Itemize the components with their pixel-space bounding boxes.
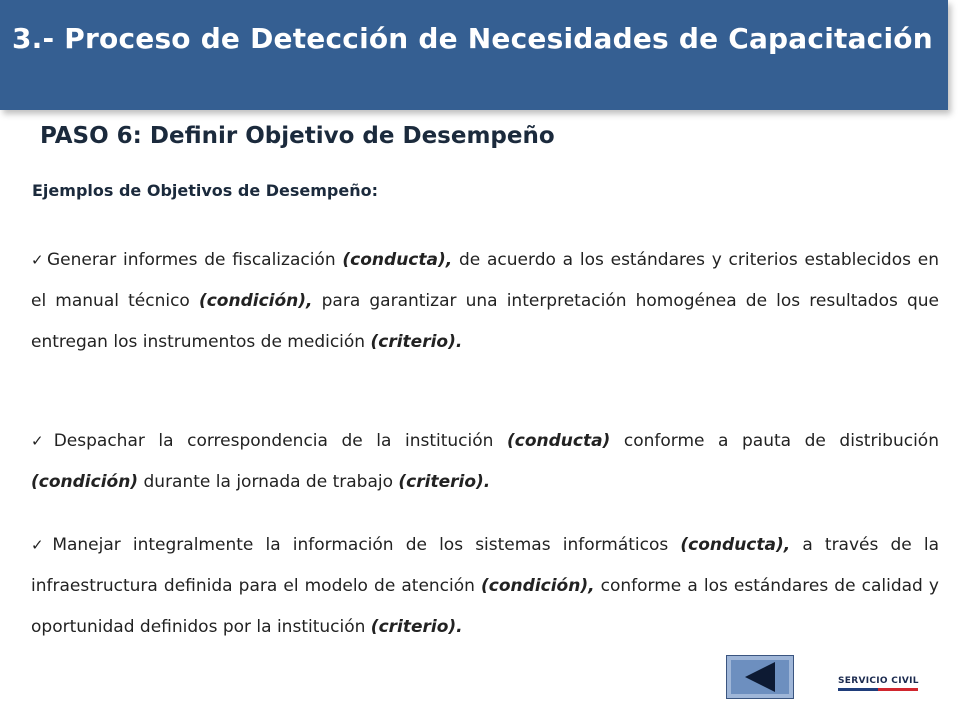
example-item xyxy=(31,421,939,503)
example-tag: (condición) xyxy=(31,472,139,492)
example-text: Generar informes de fiscalización xyxy=(46,250,343,270)
triangle-left-icon xyxy=(727,656,793,698)
example-text: Manejar integralmente la información de los sistemas informáticos xyxy=(52,535,681,555)
example-tag: (criterio). xyxy=(370,617,463,637)
example-tag: (condición), xyxy=(198,291,313,311)
example-text: durante la jornada de trabajo xyxy=(138,472,399,492)
check-icon: ✓ xyxy=(31,251,45,269)
example-tag: (criterio). xyxy=(370,332,463,352)
examples-heading: Ejemplos de Objetivos de Desempeño: xyxy=(32,181,379,200)
example-text: de acuerdo a los estándares y criterios establecidos en el manual técnico xyxy=(31,250,939,311)
example-tag: (condición), xyxy=(481,576,595,596)
check-icon: ✓ xyxy=(31,536,51,554)
logo-color-bar xyxy=(838,688,918,691)
example-text: conforme a los estándares de calidad y oportunidad definidos por la institución xyxy=(31,576,939,637)
example-text: para garantizar una interpretación homogénea de los resultados que entregan los instrumentos de medición xyxy=(31,291,939,352)
back-button[interactable] xyxy=(726,655,794,699)
header-banner xyxy=(0,0,948,110)
example-tag: (conducta) xyxy=(506,431,611,451)
example-text: conforme a pauta de distribución xyxy=(610,431,939,451)
example-item xyxy=(31,525,939,648)
page-title: 3.- Proceso de Detección de Necesidades de Capacitación xyxy=(12,22,933,55)
logo-text: SERVICIO CIVIL xyxy=(838,676,919,686)
example-tag: (conducta), xyxy=(342,250,453,270)
step-title: PASO 6: Definir Objetivo de Desempeño xyxy=(40,123,555,149)
servicio-civil-logo xyxy=(838,676,919,691)
example-text: a través de la infraestructura definida para el modelo de atención xyxy=(31,535,940,596)
check-icon: ✓ xyxy=(31,432,52,450)
example-item xyxy=(31,240,939,363)
example-tag: (conducta), xyxy=(680,535,791,555)
example-tag: (criterio). xyxy=(398,472,491,492)
example-text: Despachar la correspondencia de la institución xyxy=(53,431,507,451)
